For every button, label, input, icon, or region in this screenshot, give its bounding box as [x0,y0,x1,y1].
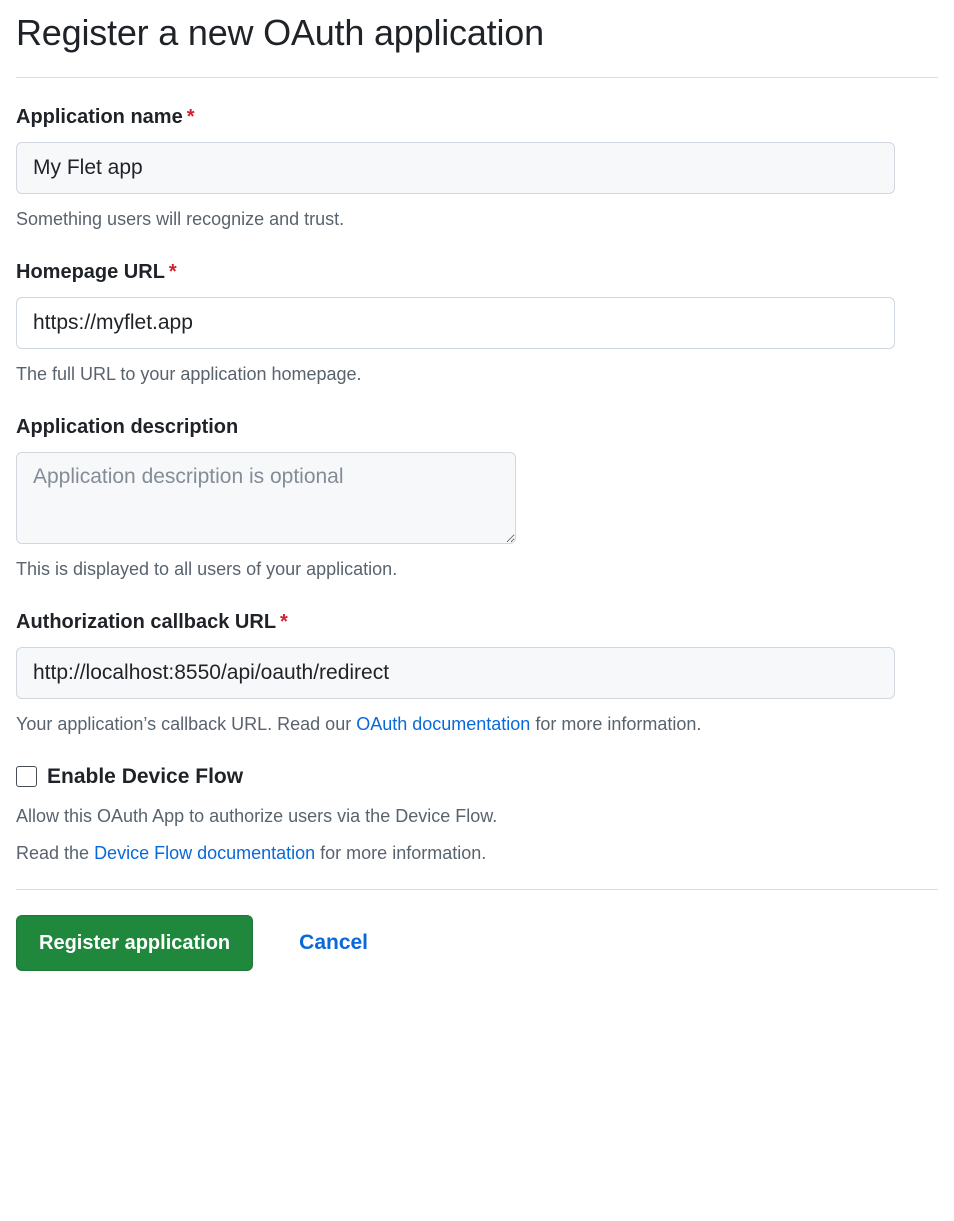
oauth-registration-form [0,10,954,1001]
application-description-help: This is displayed to all users of your application. [16,559,398,579]
application-description-label: Application description [16,416,239,438]
page-title: Register a new OAuth application [16,12,544,53]
callback-url-help-prefix: Your application’s callback URL. Read our [16,714,357,734]
enable-device-flow-label: Enable Device Flow [47,765,244,788]
application-name-label [16,104,938,130]
device-flow-documentation-link[interactable]: Device Flow documentation [94,843,316,864]
application-name-input[interactable] [16,142,895,194]
homepage-url-label-text: Homepage URL [16,261,165,283]
enable-device-flow-row[interactable] [16,764,938,789]
device-flow-help-line2 [16,840,938,867]
callback-url-help [16,711,938,738]
field-application-description [16,414,938,583]
callback-url-help-suffix: for more information. [530,714,702,734]
device-flow-help-line1: Allow this OAuth App to authorize users via the Device Flow. [16,806,498,827]
field-callback-url [16,609,938,738]
required-indicator: * [186,106,195,128]
application-name-label-text: Application name [16,106,183,128]
register-application-button[interactable]: Register application [16,915,253,971]
callback-url-label-text: Authorization callback URL [16,611,277,633]
form-actions [16,915,938,1001]
callback-url-input[interactable] [16,647,895,699]
enable-device-flow-checkbox[interactable] [16,766,37,787]
homepage-url-input[interactable] [16,297,895,349]
title-divider [16,77,938,78]
device-flow-help-suffix: for more information. [315,843,487,864]
required-indicator: * [280,611,288,633]
application-description-textarea[interactable] [16,452,516,544]
homepage-url-label [16,259,938,285]
device-flow-help-prefix: Read the [16,843,95,864]
field-homepage-url [16,259,938,388]
footer-divider [16,889,938,890]
cancel-button[interactable]: Cancel [293,930,374,956]
callback-url-label [16,609,938,635]
oauth-documentation-link[interactable]: OAuth documentation [356,714,531,734]
homepage-url-help: The full URL to your application homepage. [16,364,362,384]
field-application-name [16,104,938,233]
application-name-help: Something users will recognize and trust. [16,209,345,229]
required-indicator: * [168,261,177,283]
